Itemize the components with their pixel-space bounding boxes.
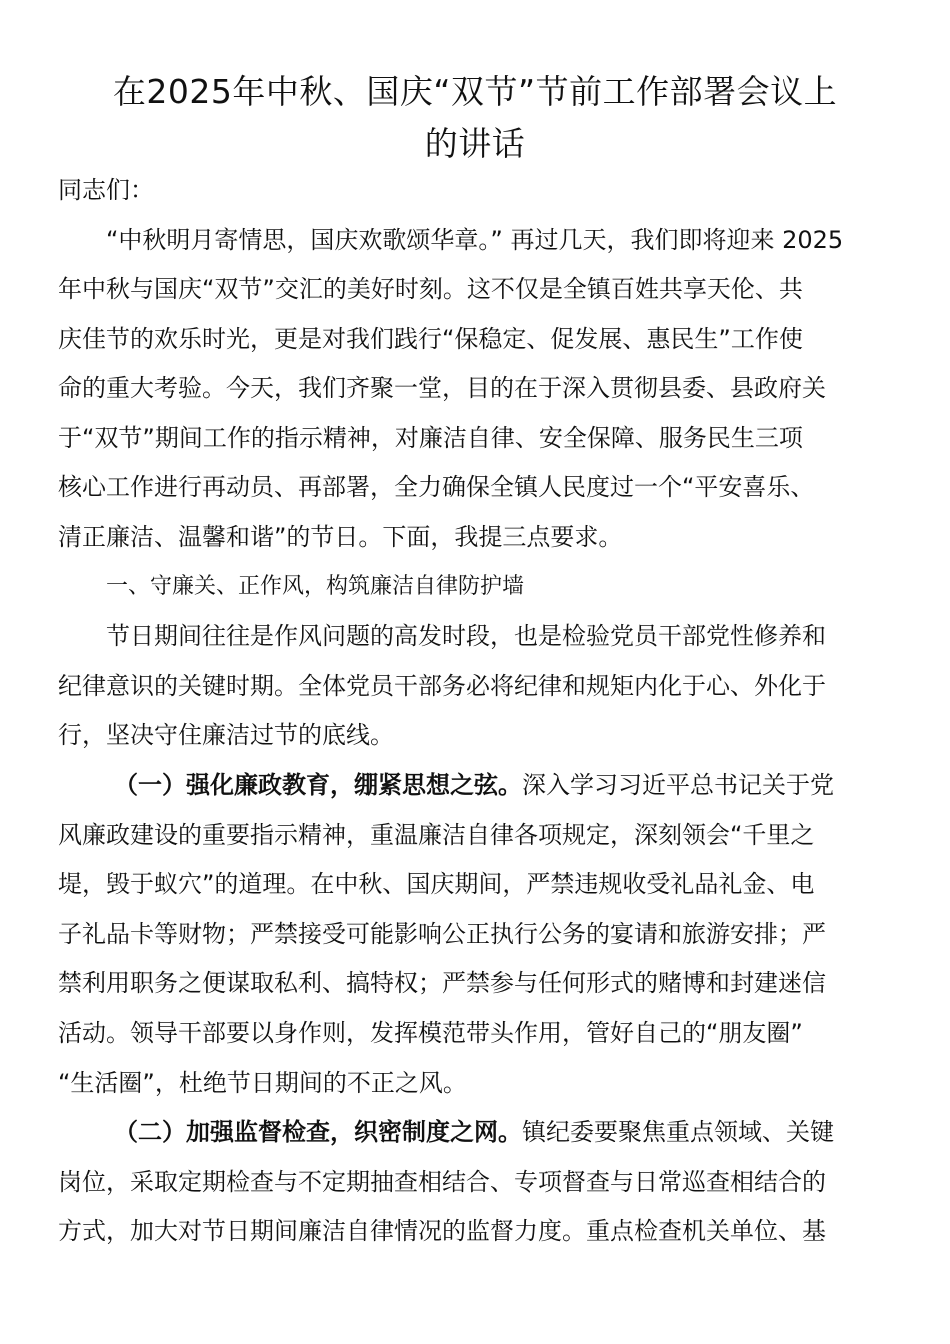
title-line-2: 的讲话 bbox=[424, 124, 526, 163]
subsection-text: 深入学习习近平总书记关于党 bbox=[522, 771, 834, 799]
subsection-first-line bbox=[114, 1107, 950, 1157]
paragraph-line: 岗位，采取定期检查与不定期抽查相结合、专项督查与日常巡查相结合的 bbox=[58, 1168, 826, 1196]
paragraph-line: 堤，毁于蚁穴”的道理。在中秋、国庆期间，严禁违规收受礼品礼金、电 bbox=[58, 870, 815, 898]
title-line-1: 在2025年中秋、国庆“双节”节前工作部署会议上 bbox=[112, 72, 838, 111]
subsection-heading: （一）强化廉政教育，绷紧思想之弦。 bbox=[114, 771, 522, 799]
paragraph-line: “中秋明月寄情思，国庆欢歌颂华章。” 再过几天，我们即将迎来 2025 bbox=[106, 226, 844, 254]
paragraph-line: 禁利用职务之便谋取私利、搞特权；严禁参与任何形式的赌博和封建迷信 bbox=[58, 969, 826, 997]
section-heading: 一、守廉关、正作风，构筑廉洁自律防护墙 bbox=[106, 574, 525, 599]
subsection-first-line bbox=[114, 760, 950, 810]
paragraph-line: 节日期间往往是作风问题的高发时段，也是检验党员干部党性修养和 bbox=[106, 622, 826, 650]
paragraph-line: 清正廉洁、温馨和谐”的节日。下面，我提三点要求。 bbox=[58, 523, 623, 551]
salutation: 同志们： bbox=[58, 176, 154, 204]
paragraph-line: 风廉政建设的重要指示精神，重温廉洁自律各项规定，深刻领会“千里之 bbox=[58, 821, 815, 849]
paragraph-line: 活动。领导干部要以身作则，发挥模范带头作用，管好自己的“朋友圈” bbox=[58, 1019, 803, 1047]
paragraph-line: 方式，加大对节日期间廉洁自律情况的监督力度。重点检查机关单位、基 bbox=[58, 1217, 826, 1245]
document-title bbox=[58, 66, 892, 170]
paragraph-line: 行，坚决守住廉洁过节的底线。 bbox=[58, 721, 394, 749]
paragraph-line: “生活圈”，杜绝节日期间的不正之风。 bbox=[58, 1069, 467, 1097]
paragraph-line: 纪律意识的关键时期。全体党员干部务必将纪律和规矩内化于心、外化于 bbox=[58, 672, 826, 700]
subsection-text: 镇纪委要聚焦重点领域、关键 bbox=[522, 1118, 834, 1146]
paragraph-line: 年中秋与国庆“双节”交汇的美好时刻。这不仅是全镇百姓共享天伦、共 bbox=[58, 275, 803, 303]
paragraph-line: 庆佳节的欢乐时光，更是对我们践行“保稳定、促发展、惠民生”工作使 bbox=[58, 325, 803, 353]
paragraph-line: 命的重大考验。今天，我们齐聚一堂，目的在于深入贯彻县委、县政府关 bbox=[58, 374, 826, 402]
paragraph-line: 于“双节”期间工作的指示精神，对廉洁自律、安全保障、服务民生三项 bbox=[58, 424, 803, 452]
subsection-heading: （二）加强监督检查，织密制度之网。 bbox=[114, 1118, 522, 1146]
paragraph-line: 核心工作进行再动员、再部署，全力确保全镇人民度过一个“平安喜乐、 bbox=[58, 473, 815, 501]
paragraph-line: 子礼品卡等财物；严禁接受可能影响公正执行公务的宴请和旅游安排；严 bbox=[58, 920, 826, 948]
